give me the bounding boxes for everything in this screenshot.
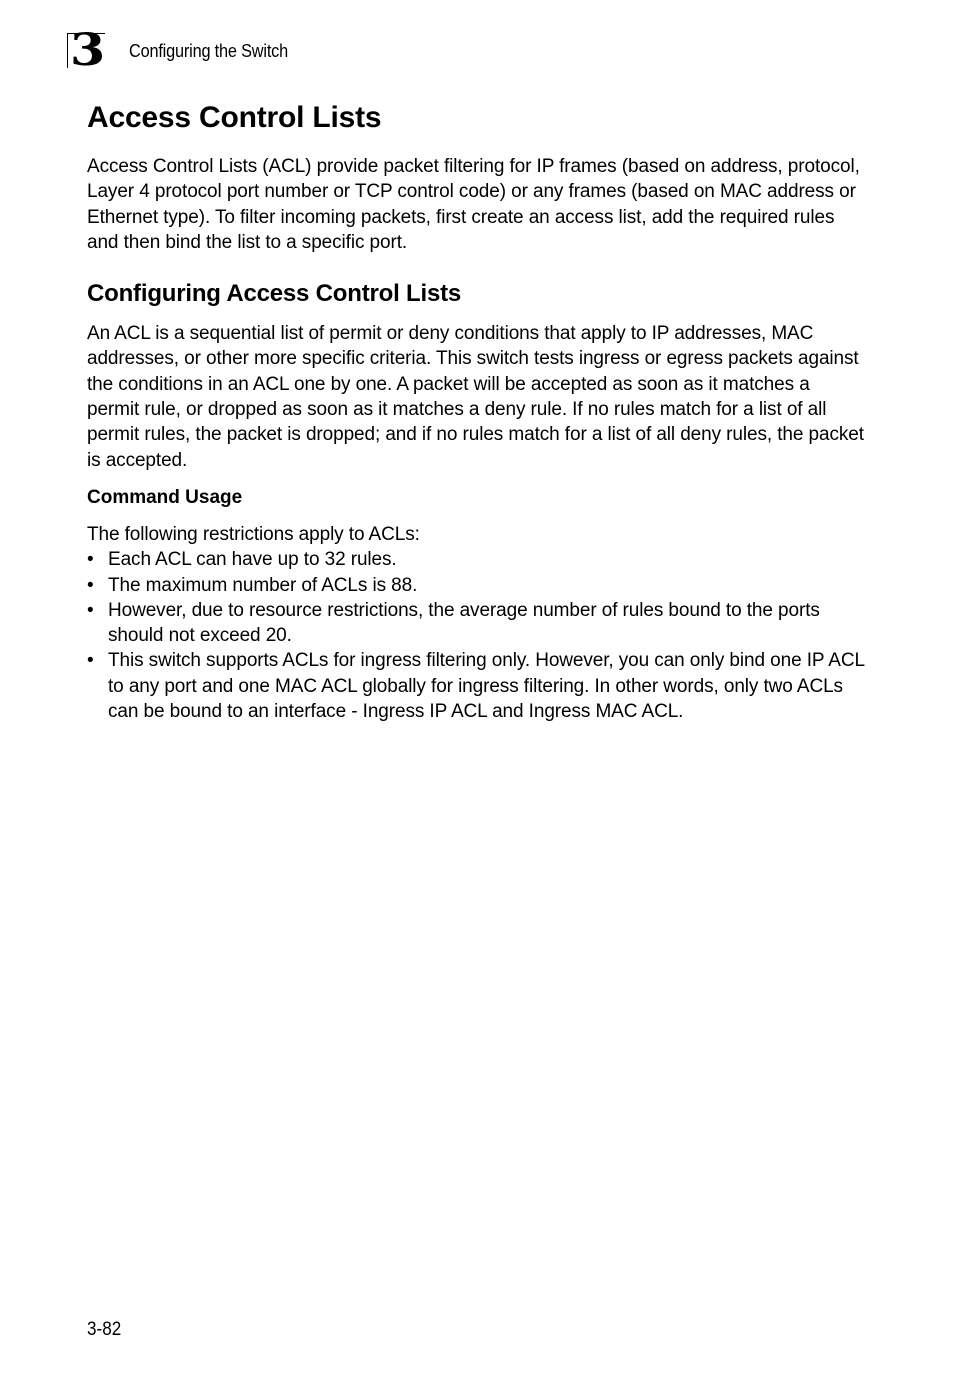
- list-item-text: However, due to resource restrictions, the average number of rules bound to the ports should not exceed 20.: [108, 599, 820, 647]
- list-item: [87, 648, 867, 724]
- section-title: Access Control Lists: [87, 101, 382, 134]
- page-content: [87, 100, 867, 724]
- bullet-icon: •: [87, 650, 94, 672]
- list-item-text: This switch supports ACLs for ingress filtering only. However, you can only bind one IP ACL to any port and one MAC ACL globally for ingress filtering. In other words, only two ACLs can be bound to an interface - Ingress IP ACL and Ingress MAC ACL.: [108, 650, 865, 723]
- subsection-body-paragraph: An ACL is a sequential list of permit or deny conditions that apply to IP addresses, MAC addresses, or other more specific criteria. This switch tests ingress or egress packets against the conditions in an ACL one by one. A packet will be accepted as soon as it matches a permit rule, or dropped as soon as it matches a deny rule. If no rules match for a list of all permit rules, the packet is dropped; and if no rules match for a list of all deny rules, the packet is accepted.: [87, 323, 864, 471]
- list-item: [87, 547, 867, 572]
- running-head: Configuring the Switch: [129, 40, 289, 61]
- list-item: [87, 573, 867, 598]
- bullet-icon: •: [87, 599, 94, 621]
- page-number: 3-82: [87, 1319, 122, 1340]
- bullet-icon: •: [87, 574, 94, 596]
- command-usage-lead: The following restrictions apply to ACLs:: [87, 523, 420, 545]
- list-item-text: Each ACL can have up to 32 rules.: [108, 549, 397, 571]
- subsection: [87, 279, 867, 309]
- subsection-title: Configuring Access Control Lists: [87, 280, 462, 308]
- section-intro-paragraph: Access Control Lists (ACL) provide packet filtering for IP frames (based on address, protocol, Layer 4 protocol port number or TCP control code) or any frames (based on MAC address or Ethernet type). To filter incoming packets, first create an access list, add the required rules and then bind the list to a specific port.: [87, 156, 860, 253]
- list-item: [87, 598, 867, 649]
- chapter-number: 3: [70, 25, 106, 76]
- list-item-text: The maximum number of ACLs is 88.: [108, 574, 418, 596]
- bullet-icon: •: [87, 549, 94, 571]
- command-usage-heading: Command Usage: [87, 486, 243, 508]
- restrictions-list: [87, 547, 867, 724]
